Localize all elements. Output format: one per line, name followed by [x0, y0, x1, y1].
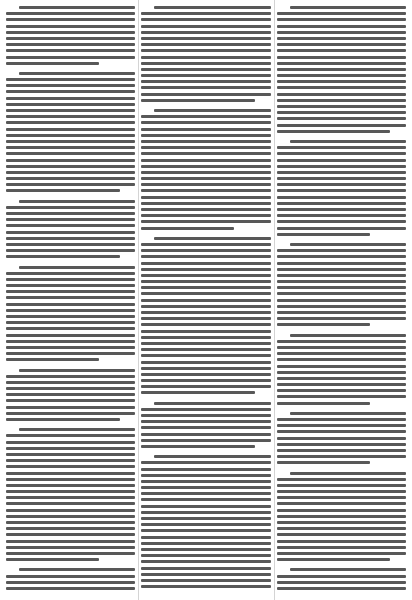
text-line	[141, 354, 270, 357]
text-line	[141, 373, 270, 376]
text-line	[290, 412, 406, 415]
text-line	[141, 523, 270, 526]
text-line	[141, 385, 270, 388]
text-line	[277, 220, 406, 223]
text-line	[277, 105, 406, 108]
text-line	[277, 171, 406, 174]
text-line	[19, 568, 135, 571]
text-line	[6, 352, 135, 355]
text-line	[141, 391, 255, 394]
text-column-left	[6, 6, 135, 594]
text-line	[6, 31, 135, 34]
text-line	[277, 286, 406, 289]
text-line	[141, 255, 270, 258]
text-line	[141, 152, 270, 155]
text-line	[277, 93, 406, 96]
text-line	[141, 99, 255, 102]
text-line	[141, 299, 270, 302]
text-line	[6, 278, 135, 281]
text-line	[6, 521, 135, 524]
text-line	[6, 290, 135, 293]
text-line	[141, 292, 270, 295]
text-line	[277, 208, 406, 211]
text-line	[277, 437, 406, 440]
text-line	[277, 509, 406, 512]
text-line	[277, 18, 406, 21]
text-line	[277, 62, 406, 65]
text-line	[277, 323, 370, 326]
text-line	[277, 558, 391, 561]
column-rule	[138, 0, 139, 600]
text-line	[277, 233, 370, 236]
text-line	[6, 25, 135, 28]
text-line	[6, 121, 135, 124]
text-line	[277, 575, 406, 578]
text-line	[277, 117, 406, 120]
text-line	[141, 220, 270, 223]
text-line	[19, 369, 135, 372]
text-line	[6, 459, 135, 462]
text-line	[277, 496, 406, 499]
text-line	[6, 533, 135, 536]
text-line	[6, 249, 135, 252]
text-line	[141, 189, 270, 192]
text-line	[141, 567, 270, 570]
paragraph-gap	[277, 330, 406, 334]
text-line	[6, 327, 135, 330]
text-line	[141, 573, 270, 576]
text-line	[141, 165, 270, 168]
text-line	[277, 317, 406, 320]
text-line	[277, 346, 406, 349]
text-line	[6, 134, 135, 137]
text-line	[141, 517, 270, 520]
text-line	[277, 352, 406, 355]
text-line	[141, 461, 270, 464]
text-line	[6, 496, 135, 499]
text-line	[277, 587, 406, 590]
text-line	[6, 418, 120, 421]
text-line	[6, 546, 135, 549]
text-line	[277, 268, 406, 271]
text-line	[6, 97, 135, 100]
text-line	[277, 202, 406, 205]
text-line	[141, 433, 270, 436]
text-line	[277, 402, 370, 405]
text-line	[277, 478, 406, 481]
text-line	[6, 255, 120, 258]
text-line	[141, 317, 270, 320]
text-line	[6, 152, 135, 155]
text-line	[141, 159, 270, 162]
text-line	[6, 43, 135, 46]
text-line	[141, 505, 270, 508]
text-line	[141, 49, 270, 52]
text-line	[6, 393, 135, 396]
text-line	[277, 214, 406, 217]
text-line	[141, 93, 270, 96]
text-line	[141, 146, 270, 149]
text-line	[277, 358, 406, 361]
column-rule	[274, 0, 275, 600]
text-line	[277, 527, 406, 530]
text-line	[6, 237, 135, 240]
text-line	[141, 311, 270, 314]
text-line	[6, 177, 135, 180]
text-line	[277, 37, 406, 40]
text-line	[154, 6, 270, 9]
text-line	[6, 315, 135, 318]
text-line	[277, 25, 406, 28]
text-line	[141, 177, 270, 180]
text-line	[141, 249, 270, 252]
text-line	[6, 399, 135, 402]
text-line	[141, 323, 270, 326]
text-line	[6, 140, 135, 143]
text-line	[277, 159, 406, 162]
text-line	[6, 484, 135, 487]
column-text	[277, 6, 278, 7]
text-line	[141, 305, 270, 308]
text-line	[277, 581, 406, 584]
text-line	[19, 6, 135, 9]
text-line	[6, 321, 135, 324]
text-line	[6, 56, 135, 59]
text-line	[6, 231, 135, 234]
text-line	[141, 86, 270, 89]
text-line	[6, 128, 135, 131]
text-line	[277, 395, 406, 398]
text-column-right	[277, 6, 406, 594]
text-line	[277, 183, 406, 186]
text-line	[290, 140, 406, 143]
text-line	[6, 412, 135, 415]
text-line	[141, 227, 234, 230]
text-line	[6, 502, 135, 505]
text-line	[277, 311, 406, 314]
text-line	[6, 334, 135, 337]
text-line	[141, 80, 270, 83]
text-line	[6, 527, 135, 530]
text-line	[277, 552, 406, 555]
text-line	[277, 111, 406, 114]
text-line	[141, 554, 270, 557]
text-line	[6, 62, 99, 65]
text-line	[141, 585, 270, 588]
text-line	[6, 189, 120, 192]
text-line	[141, 268, 270, 271]
text-line	[141, 43, 270, 46]
text-line	[277, 340, 406, 343]
text-line	[6, 346, 135, 349]
text-line	[6, 375, 135, 378]
text-line	[290, 243, 406, 246]
text-line	[290, 472, 406, 475]
text-line	[6, 558, 99, 561]
text-line	[6, 309, 135, 312]
text-line	[141, 498, 270, 501]
text-line	[6, 296, 135, 299]
text-line	[154, 237, 270, 240]
text-line	[141, 12, 270, 15]
text-line	[277, 12, 406, 15]
text-line	[141, 202, 270, 205]
text-line	[6, 37, 135, 40]
text-line	[6, 552, 135, 555]
text-line	[141, 426, 270, 429]
text-line	[277, 490, 406, 493]
text-line	[277, 461, 370, 464]
text-line	[141, 31, 270, 34]
text-line	[141, 262, 270, 265]
text-line	[277, 56, 406, 59]
text-line	[277, 165, 406, 168]
text-line	[6, 490, 135, 493]
text-line	[141, 183, 270, 186]
text-line	[277, 546, 406, 549]
text-line	[277, 430, 406, 433]
text-line	[277, 383, 406, 386]
text-line	[6, 109, 135, 112]
text-line	[6, 381, 135, 384]
paragraph-gap	[277, 468, 406, 472]
text-line	[277, 280, 406, 283]
text-line	[277, 515, 406, 518]
text-line	[6, 515, 135, 518]
text-line	[290, 6, 406, 9]
text-line	[141, 115, 270, 118]
text-line	[6, 447, 135, 450]
text-line	[141, 37, 270, 40]
text-line	[141, 536, 270, 539]
text-line	[141, 348, 270, 351]
text-line	[6, 146, 135, 149]
text-line	[6, 406, 135, 409]
text-line	[277, 43, 406, 46]
text-line	[141, 280, 270, 283]
text-line	[141, 68, 270, 71]
text-line	[277, 443, 406, 446]
text-line	[141, 548, 270, 551]
text-line	[6, 575, 135, 578]
text-line	[141, 243, 270, 246]
text-line	[19, 428, 135, 431]
text-line	[141, 121, 270, 124]
text-line	[141, 474, 270, 477]
text-line	[154, 402, 270, 405]
text-line	[19, 266, 135, 269]
text-line	[6, 472, 135, 475]
text-line	[290, 334, 406, 337]
text-line	[141, 445, 255, 448]
text-line	[141, 492, 270, 495]
text-line	[154, 109, 270, 112]
text-line	[141, 62, 270, 65]
text-line	[141, 480, 270, 483]
text-line	[141, 511, 270, 514]
text-line	[6, 441, 135, 444]
text-line	[141, 342, 270, 345]
text-line	[277, 292, 406, 295]
text-column-middle	[141, 6, 270, 594]
text-line	[6, 90, 135, 93]
text-line	[6, 243, 135, 246]
text-line	[277, 146, 406, 149]
text-line	[277, 377, 406, 380]
text-line	[141, 579, 270, 582]
text-line	[141, 196, 270, 199]
text-line	[277, 177, 406, 180]
text-line	[277, 540, 406, 543]
text-line	[277, 68, 406, 71]
text-line	[6, 78, 135, 81]
text-line	[141, 171, 270, 174]
paragraph-gap	[6, 365, 135, 369]
text-line	[141, 140, 270, 143]
text-line	[6, 183, 135, 186]
text-line	[141, 18, 270, 21]
text-line	[154, 455, 270, 458]
text-line	[277, 80, 406, 83]
text-line	[141, 379, 270, 382]
text-line	[6, 224, 135, 227]
text-line	[6, 587, 135, 590]
text-line	[6, 84, 135, 87]
text-line	[277, 424, 406, 427]
text-line	[141, 330, 270, 333]
text-line	[277, 455, 406, 458]
text-line	[141, 439, 270, 442]
text-line	[277, 262, 406, 265]
text-line	[141, 420, 270, 423]
text-line	[277, 74, 406, 77]
text-line	[277, 227, 406, 230]
text-line	[277, 274, 406, 277]
text-line	[141, 56, 270, 59]
text-line	[277, 305, 406, 308]
text-line	[277, 196, 406, 199]
column-text	[6, 6, 7, 7]
text-line	[6, 581, 135, 584]
text-line	[6, 206, 135, 209]
text-line	[6, 12, 135, 15]
text-line	[277, 31, 406, 34]
paragraph-gap	[6, 262, 135, 266]
text-line	[141, 214, 270, 217]
text-line	[6, 478, 135, 481]
text-line	[277, 484, 406, 487]
text-line	[277, 502, 406, 505]
text-line	[277, 389, 406, 392]
text-line	[6, 387, 135, 390]
text-line	[277, 86, 406, 89]
text-line	[277, 299, 406, 302]
text-line	[141, 414, 270, 417]
text-line	[6, 540, 135, 543]
text-line	[6, 218, 135, 221]
text-line	[141, 128, 270, 131]
text-line	[6, 465, 135, 468]
text-line	[6, 49, 135, 52]
text-line	[141, 486, 270, 489]
text-line	[19, 200, 135, 203]
text-line	[290, 568, 406, 571]
text-line	[6, 453, 135, 456]
text-line	[141, 529, 270, 532]
text-line	[277, 418, 406, 421]
text-line	[141, 361, 270, 364]
text-line	[6, 434, 135, 437]
text-line	[141, 560, 270, 563]
text-line	[6, 509, 135, 512]
column-text	[141, 6, 142, 7]
text-line	[277, 152, 406, 155]
text-line	[277, 130, 391, 133]
text-line	[141, 286, 270, 289]
text-line	[277, 255, 406, 258]
text-line	[141, 367, 270, 370]
text-line	[6, 171, 135, 174]
text-line	[277, 249, 406, 252]
text-line	[6, 284, 135, 287]
text-line	[6, 165, 135, 168]
text-line	[6, 303, 135, 306]
text-line	[277, 449, 406, 452]
text-line	[277, 189, 406, 192]
text-line	[141, 208, 270, 211]
text-line	[141, 134, 270, 137]
text-line	[19, 72, 135, 75]
text-line	[6, 358, 99, 361]
text-line	[277, 521, 406, 524]
text-line	[277, 365, 406, 368]
text-line	[141, 542, 270, 545]
text-line	[141, 336, 270, 339]
text-line	[6, 212, 135, 215]
text-line	[277, 533, 406, 536]
text-line	[141, 274, 270, 277]
text-line	[6, 18, 135, 21]
text-line	[141, 25, 270, 28]
text-line	[277, 99, 406, 102]
text-line	[277, 371, 406, 374]
text-line	[141, 468, 270, 471]
text-line	[6, 159, 135, 162]
text-line	[141, 74, 270, 77]
text-line	[141, 408, 270, 411]
text-line	[6, 340, 135, 343]
text-line	[6, 272, 135, 275]
text-line	[277, 124, 406, 127]
text-line	[6, 103, 135, 106]
text-line	[6, 115, 135, 118]
text-line	[277, 49, 406, 52]
